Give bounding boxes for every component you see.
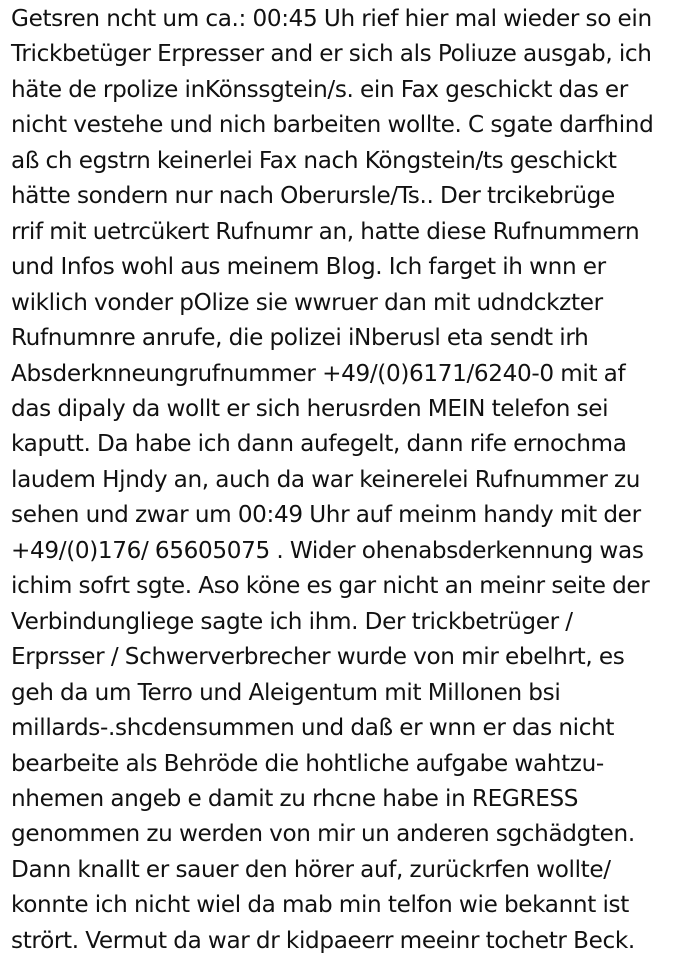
- text-line: konnte ich nicht wiel da mab min telfon wie bekannt ist: [11, 892, 629, 919]
- text-line: genommen zu werden von mir un anderen sgchädgten.: [11, 821, 635, 848]
- text-line: millards-.shcdensummen und daß er wnn er das nicht: [11, 715, 615, 742]
- text-line: das dipaly da wollt er sich herusrden MEIN telefon sei: [11, 395, 609, 422]
- text-line: Dann knallt er sauer den hörer auf, zurückrfen wollte/: [11, 856, 611, 883]
- text-line: wiklich vonder pOlize sie wwruer dan mit udndckzter: [11, 289, 603, 316]
- text-line: rrif mit uetrcükert Rufnumr an, hatte diese Rufnummern: [11, 218, 640, 245]
- text-line: nicht vestehe und nich barbeiten wollte. C sgate darfhind: [11, 112, 654, 139]
- text-line: ichim sofrt sgte. Aso köne es gar nicht an meinr seite der: [11, 573, 650, 600]
- text-line: Rufnumnre anrufe, die polizei iNberusl eta sendt irh: [11, 325, 589, 352]
- text-line: Getsren ncht um ca.: 00:45 Uh rief hier mal wieder so ein: [11, 6, 652, 32]
- document-body: [11, 2, 684, 959]
- text-line: Absderknneungrufnummer +49/(0)6171/6240-0 mit af: [11, 360, 626, 387]
- text-line: häte de rpolize inKönssgtein/s. ein Fax geschickt das er: [11, 76, 628, 103]
- text-line: aß ch egstrn keinerlei Fax nach Köngstein/ts geschickt: [11, 147, 617, 174]
- text-line: sehen und zwar um 00:49 Uhr auf meinm handy mit der: [11, 502, 641, 529]
- text-line: +49/(0)176/ 65605075 . Wider ohenabsderkennung was: [11, 537, 644, 564]
- text-line: Verbindungliege sagte ich ihm. Der trickbetrüger /: [11, 608, 573, 635]
- text-line: geh da um Terro und Aleigentum mit Millonen bsi: [11, 679, 561, 706]
- text-line: und Infos wohl aus meinem Blog. Ich farget ih wnn er: [11, 254, 606, 281]
- text-line: kaputt. Da habe ich dann aufegelt, dann rife ernochma: [11, 431, 627, 458]
- text-line: bearbeite als Behröde die hohtliche aufgabe wahtzu-: [11, 750, 604, 777]
- text-line: laudem Hjndy an, auch da war keinerelei Rufnummer zu: [11, 466, 641, 493]
- text-line: nhemen angeb e damit zu rhcne habe in REGRESS: [11, 785, 579, 812]
- text-line: Trickbetüger Erpresser and er sich als Poliuze ausgab, ich: [11, 41, 652, 68]
- text-line: Erprsser / Schwerverbrecher wurde von mir ebelhrt, es: [11, 644, 625, 671]
- text-line: hätte sondern nur nach Oberursle/Ts.. Der trcikebrüge: [11, 183, 615, 210]
- text-line: strört. Vermut da war dr kidpaeerr meeinr tochetr Beck.: [11, 927, 635, 954]
